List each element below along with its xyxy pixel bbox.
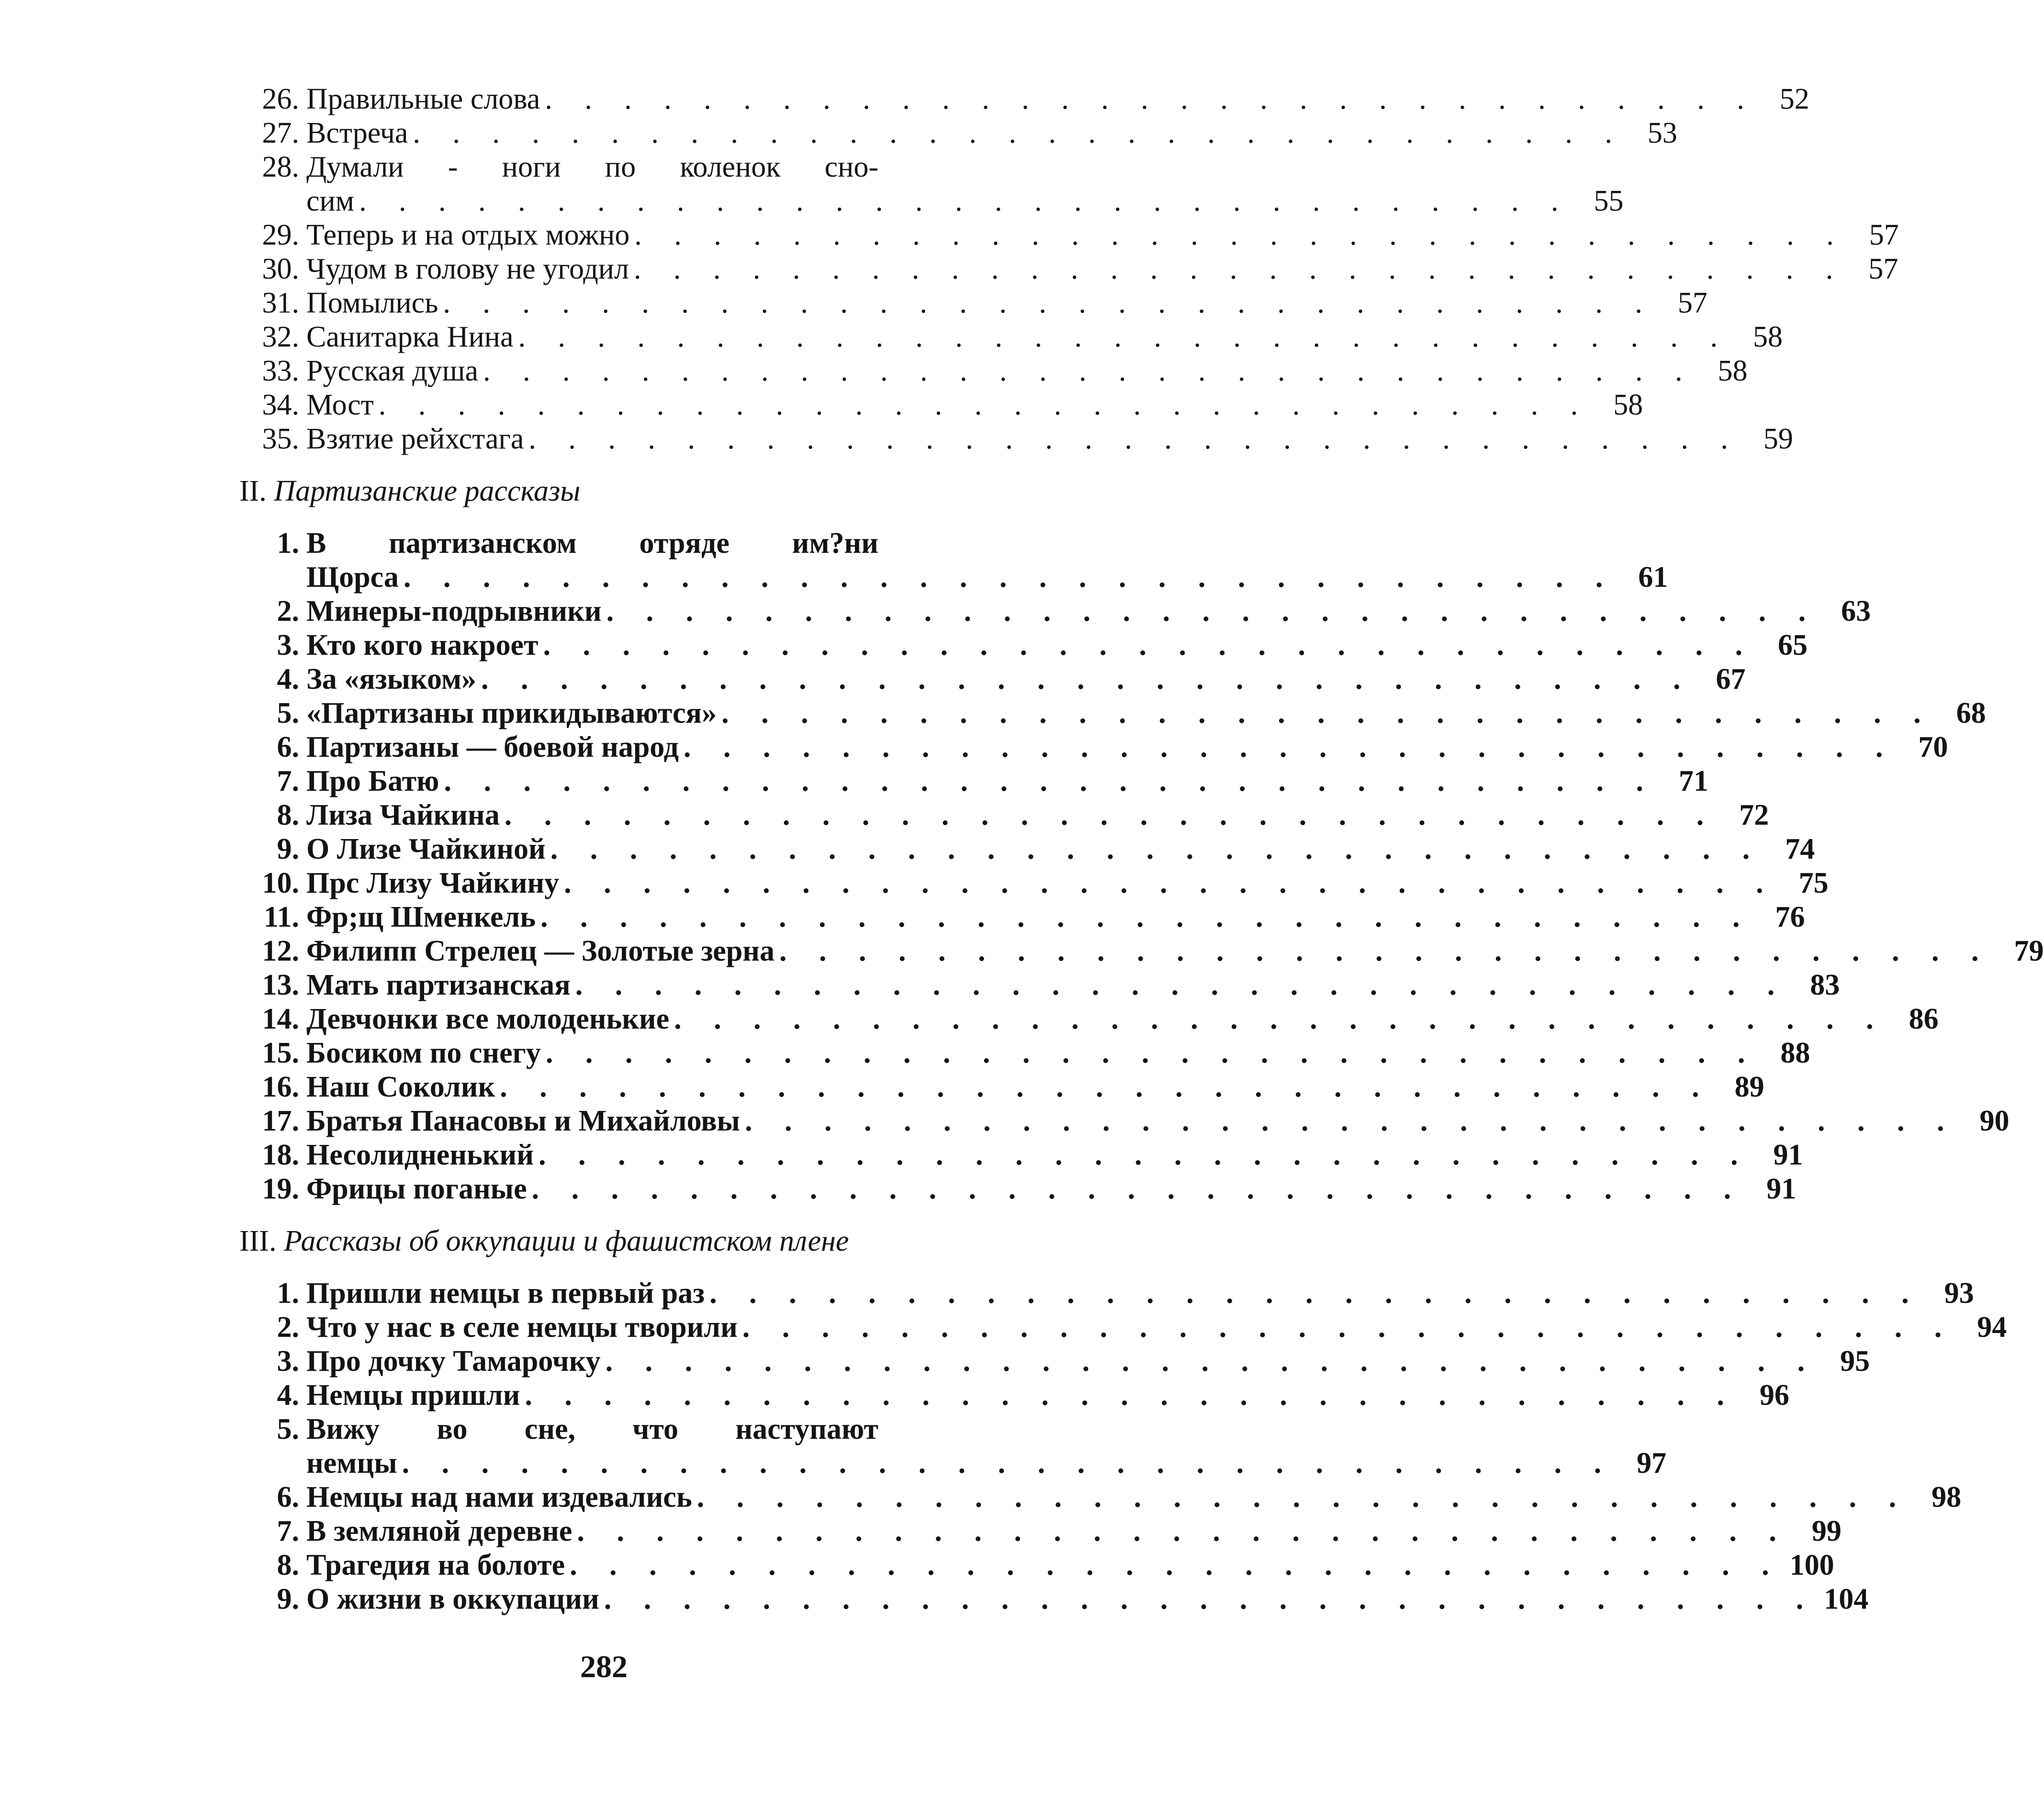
entry-number: 2. xyxy=(277,1311,299,1344)
entry-title-continuation: Щорса xyxy=(306,561,399,594)
entry-page-number: 94 xyxy=(1977,1311,2007,1344)
dot-leader: . . . . . . . . . . . . . . . . . . . . . . . . . . . . . . . xyxy=(779,935,1991,967)
entry-page-number: 52 xyxy=(1779,83,1809,115)
entry-title: Наш Соколик xyxy=(306,1071,495,1103)
dot-leader: . . . . . . . . . . . . . . . . . . . . . . . . . . . . . . . xyxy=(575,969,1787,1001)
entry-title: Минеры-подрывники xyxy=(306,595,602,627)
entry-number: 35. xyxy=(262,423,299,455)
entry-number: 2. xyxy=(277,595,299,627)
toc-entry xyxy=(239,1138,1803,1172)
toc-entry xyxy=(239,968,1840,1002)
entry-title: Братья Панасовы и Михайловы xyxy=(306,1105,740,1137)
entry-page-number: 58 xyxy=(1613,389,1643,421)
toc-entry xyxy=(239,1582,1869,1616)
entry-page-number: 88 xyxy=(1780,1037,1810,1069)
dot-leader: . . . . . . . . . . . . . . . . . . . . . . . . . . . . . . . xyxy=(378,389,1591,421)
section-entries xyxy=(239,1277,2007,1616)
entry-title: Мост xyxy=(306,389,374,421)
entry-page-number: 79 xyxy=(2014,935,2044,967)
toc-entry xyxy=(239,832,1815,866)
dot-leader: . . . . . . . . . . . . . . . . . . . . . . . . . . . . . . . xyxy=(721,697,1933,729)
entry-title: Про дочку Тамарочку xyxy=(306,1345,601,1378)
toc-entry xyxy=(239,764,1708,798)
toc-entry xyxy=(239,730,1948,764)
toc-entry xyxy=(239,1070,1764,1104)
toc-entry xyxy=(239,1172,1797,1206)
entry-title: Немцы пришли xyxy=(306,1379,520,1412)
toc-entry xyxy=(239,1036,1810,1070)
dot-leader: . . . . . . . . . . . . . . . . . . . . . . . . . . . . . . . xyxy=(742,1311,1954,1344)
toc-entry xyxy=(239,934,2044,968)
entry-title: Чудом в голову не угодил xyxy=(306,253,629,285)
toc-entry xyxy=(239,662,1746,696)
entry-number: 14. xyxy=(262,1003,299,1035)
entry-title: Босиком по снегу xyxy=(306,1037,541,1069)
table-of-contents xyxy=(239,82,2044,1616)
dot-leader: . . . . . . . . . . . . . . . . . . . . . . . . . . . . . . . xyxy=(528,423,1741,455)
dot-leader: . . . . . . . . . . . . . . . . . . . . . . . . . . . . . . . xyxy=(543,629,1755,661)
entry-title: Лиза Чайкина xyxy=(306,799,500,831)
entry-page-number: 58 xyxy=(1718,355,1748,387)
toc-entry xyxy=(239,1412,1667,1480)
toc-entry xyxy=(239,1378,1789,1412)
dot-leader: . . . . . . . . . . . . . . . . . . . . . . . . . . . . . . . xyxy=(683,731,1896,763)
entry-number: 18. xyxy=(262,1139,299,1171)
entry-number: 5. xyxy=(277,1413,299,1445)
entry-title: Санитарка Нина xyxy=(306,321,514,353)
entry-page-number: 57 xyxy=(1869,219,1899,251)
entry-number: 4. xyxy=(277,1379,299,1412)
entry-page-number: 63 xyxy=(1841,595,1871,627)
toc-entry xyxy=(239,798,1769,832)
entry-number: 27. xyxy=(262,117,299,149)
entry-page-number: 59 xyxy=(1763,423,1793,455)
section-title: Рассказы об оккупации и фашистском плене xyxy=(283,1225,849,1257)
dot-leader: . . . . . . . . . . . . . . . . . . . . . . . . . . . . . . . xyxy=(518,321,1730,353)
entry-title: Помылись xyxy=(306,287,438,319)
toc-entry xyxy=(239,1480,1962,1514)
toc-entry xyxy=(239,1002,1939,1036)
dot-leader: . . . . . . . . . . . . . . . . . . . . . . . . . . . . . . . xyxy=(359,185,1571,217)
entry-title: Встреча xyxy=(306,117,408,149)
entry-title: За «языком» xyxy=(306,663,477,695)
entry-page-number: 86 xyxy=(1909,1003,1939,1035)
entry-number: 8. xyxy=(277,1549,299,1581)
toc-entry xyxy=(239,1344,1870,1378)
entry-title: Что у нас в селе немцы творили xyxy=(306,1311,738,1344)
dot-leader: . . . . . . . . . . . . . . . . . . . . . . . . . . . . . . . xyxy=(531,1173,1744,1205)
dot-leader: . . . . . . . . . . . . . . . . . . . . . . . . . . . . . . . xyxy=(696,1481,1909,1513)
entry-page-number: 91 xyxy=(1773,1139,1803,1171)
entry-page-number: 67 xyxy=(1716,663,1746,695)
entry-page-number: 83 xyxy=(1810,969,1840,1001)
entry-title-continuation: сим xyxy=(306,185,354,217)
entry-title: Девчонки все молоденькие xyxy=(306,1003,670,1035)
toc-entry xyxy=(239,527,1668,594)
page-number: 282 xyxy=(580,1649,628,1684)
dot-leader: . . . . . . . . . . . . . . . . . . . . . . . . . . . . . . . xyxy=(483,355,1695,387)
toc-entry xyxy=(239,1104,2010,1138)
entry-title: Думали - ноги по коленок сно- xyxy=(306,151,878,183)
entry-title: Прс Лизу Чайкину xyxy=(306,867,560,899)
section-entries xyxy=(239,527,2044,1206)
entry-number: 6. xyxy=(277,1481,299,1513)
entry-title: «Партизаны прикидываются» xyxy=(306,697,717,729)
toc-entry xyxy=(239,150,1624,218)
entry-title: В партизанском отряде им?ни xyxy=(306,527,878,560)
entry-page-number: 97 xyxy=(1637,1447,1667,1479)
dot-leader: . . . . . . . . . . . . . . . . . . . . . . . . . . . . . . . xyxy=(633,253,1846,285)
toc-entry xyxy=(239,1277,1974,1311)
entry-number: 33. xyxy=(262,355,299,387)
toc-entry xyxy=(239,866,1829,900)
toc-entry xyxy=(239,696,1986,730)
entry-page-number: 71 xyxy=(1678,765,1708,797)
entry-title: О Лизе Чайкиной xyxy=(306,833,546,865)
dot-leader: . . . . . . . . . . . . . . . . . . . . . . . . . . . . . . . xyxy=(604,1583,1816,1615)
entry-number: 1. xyxy=(277,527,299,560)
dot-leader: . . . . . . . . . . . . . . . . . . . . . . . . . . . . . . . xyxy=(570,1549,1782,1581)
entry-title: Филипп Стрелец — Золотые зерна xyxy=(306,935,775,967)
entry-number: 3. xyxy=(277,1345,299,1378)
entry-number: 15. xyxy=(262,1037,299,1069)
dot-leader: . . . . . . . . . . . . . . . . . . . . . . . . . . . . . . . xyxy=(403,561,1616,594)
entry-number: 16. xyxy=(262,1071,299,1103)
section-entries xyxy=(239,82,1899,456)
entry-number: 17. xyxy=(262,1105,299,1137)
dot-leader: . . . . . . . . . . . . . . . . . . . . . . . . . . . . . . . xyxy=(744,1105,1957,1137)
toc-entry xyxy=(239,900,1805,934)
dot-leader: . . . . . . . . . . . . . . . . . . . . . . . . . . . . . . . xyxy=(545,1037,1758,1069)
dot-leader: . . . . . . . . . . . . . . . . . . . . . . . . . . . . . . . xyxy=(606,595,1819,627)
dot-leader: . . . . . . . . . . . . . . . . . . . . . . . . . . . . . . . xyxy=(634,219,1846,251)
entry-page-number: 91 xyxy=(1766,1173,1797,1205)
entry-number: 34. xyxy=(262,389,299,421)
entry-number: 29. xyxy=(262,219,299,251)
toc-entry xyxy=(239,422,1793,456)
dot-leader: . . . . . . . . . . . . . . . . . . . . . . . . . . . . . . . xyxy=(550,833,1763,865)
toc-entry xyxy=(239,82,1809,116)
dot-leader: . . . . . . . . . . . . . . . . . . . . . . . . . . . . . . . xyxy=(577,1515,1789,1547)
entry-title: О жизни в оккупации xyxy=(306,1583,599,1615)
dot-leader: . . . . . . . . . . . . . . . . . . . . . . . . . . . . . . . xyxy=(525,1379,1737,1412)
entry-number: 31. xyxy=(262,287,299,319)
entry-number: 7. xyxy=(277,1515,299,1547)
entry-title: В земляной деревне xyxy=(306,1515,573,1547)
dot-leader: . . . . . . . . . . . . . . . . . . . . . . . . . . . . . . . xyxy=(540,901,1752,933)
toc-entry xyxy=(239,1548,1834,1582)
entry-page-number: 104 xyxy=(1824,1583,1869,1615)
dot-leader: . . . . . . . . . . . . . . . . . . . . . . . . . . . . . . . xyxy=(539,1139,1751,1171)
entry-page-number: 75 xyxy=(1798,867,1829,899)
entry-title: Фрицы поганые xyxy=(306,1173,527,1205)
entry-number: 9. xyxy=(277,1583,299,1615)
dot-leader: . . . . . . . . . . . . . . . . . . . . . . . . . . . . . . . xyxy=(413,117,1625,149)
entry-number: 7. xyxy=(277,765,299,797)
dot-leader: . . . . . . . . . . . . . . . . . . . . . . . . . . . . . . . xyxy=(443,287,1655,319)
entry-page-number: 89 xyxy=(1734,1071,1764,1103)
dot-leader: . . . . . . . . . . . . . . . . . . . . . . . . . . . . . . . xyxy=(402,1447,1614,1479)
entry-page-number: 65 xyxy=(1777,629,1808,661)
toc-entry xyxy=(239,594,1871,628)
entry-number: 30. xyxy=(262,253,299,285)
entry-title: Вижу во сне, что наступают xyxy=(306,1413,878,1445)
entry-page-number: 58 xyxy=(1752,321,1783,353)
entry-title: Несолидненький xyxy=(306,1139,534,1171)
entry-number: 13. xyxy=(262,969,299,1001)
entry-title: Партизаны — боевой народ xyxy=(306,731,679,763)
dot-leader: . . . . . . . . . . . . . . . . . . . . . . . . . . . . . . . xyxy=(564,867,1776,899)
entry-title: Пришли немцы в первый раз xyxy=(306,1277,705,1310)
toc-entry xyxy=(239,628,1808,662)
toc-entry xyxy=(239,1311,2007,1344)
section-roman-numeral: II. xyxy=(239,475,267,507)
entry-number: 6. xyxy=(277,731,299,763)
dot-leader: . . . . . . . . . . . . . . . . . . . . . . . . . . . . . . . xyxy=(504,799,1717,831)
section-roman-numeral: III. xyxy=(239,1225,277,1257)
entry-page-number: 57 xyxy=(1677,287,1707,319)
entry-page-number: 100 xyxy=(1789,1549,1834,1581)
entry-number: 28. xyxy=(262,151,299,183)
entry-number: 8. xyxy=(277,799,299,831)
entry-page-number: 76 xyxy=(1775,901,1805,933)
entry-number: 32. xyxy=(262,321,299,353)
entry-page-number: 55 xyxy=(1594,185,1624,217)
entry-title-continuation: немцы xyxy=(306,1447,397,1479)
entry-page-number: 93 xyxy=(1944,1277,1974,1310)
entry-title: Фр;щ Шменкель xyxy=(306,901,536,933)
entry-number: 5. xyxy=(277,697,299,729)
dot-leader: . . . . . . . . . . . . . . . . . . . . . . . . . . . . . . . xyxy=(709,1277,1921,1310)
entry-number: 10. xyxy=(262,867,299,899)
entry-number: 1. xyxy=(277,1277,299,1310)
entry-page-number: 98 xyxy=(1932,1481,1962,1513)
toc-entry xyxy=(239,354,1748,388)
entry-page-number: 74 xyxy=(1785,833,1815,865)
entry-page-number: 57 xyxy=(1868,253,1898,285)
section-heading xyxy=(239,1224,972,1258)
entry-number: 12. xyxy=(262,935,299,967)
toc-entry xyxy=(239,218,1899,252)
toc-entry xyxy=(239,320,1783,354)
entry-title: Теперь и на отдых можно xyxy=(306,219,630,251)
toc-entry xyxy=(239,116,1677,150)
entry-page-number: 96 xyxy=(1759,1379,1789,1412)
entry-title: Про Батю xyxy=(306,765,439,797)
entry-title: Русская душа xyxy=(306,355,479,387)
entry-title: Трагедия на болоте xyxy=(306,1549,565,1581)
entry-page-number: 99 xyxy=(1811,1515,1842,1547)
entry-title: Мать партизанская xyxy=(306,969,571,1001)
entry-number: 3. xyxy=(277,629,299,661)
dot-leader: . . . . . . . . . . . . . . . . . . . . . . . . . . . . . . . xyxy=(674,1003,1886,1035)
entry-page-number: 72 xyxy=(1739,799,1769,831)
dot-leader: . . . . . . . . . . . . . . . . . . . . . . . . . . . . . . . xyxy=(545,83,1757,115)
dot-leader: . . . . . . . . . . . . . . . . . . . . . . . . . . . . . . . xyxy=(481,663,1693,695)
entry-number: 26. xyxy=(262,83,299,115)
entry-page-number: 95 xyxy=(1840,1345,1870,1378)
entry-page-number: 70 xyxy=(1918,731,1948,763)
section-title: Партизанские рассказы xyxy=(274,475,581,507)
entry-page-number: 68 xyxy=(1956,697,1986,729)
toc-entry xyxy=(239,388,1643,422)
entry-title: Немцы над нами издевались xyxy=(306,1481,692,1513)
entry-number: 9. xyxy=(277,833,299,865)
entry-title: Кто кого накроет xyxy=(306,629,539,661)
entry-page-number: 90 xyxy=(1979,1105,2010,1137)
dot-leader: . . . . . . . . . . . . . . . . . . . . . . . . . . . . . . . xyxy=(500,1071,1712,1103)
dot-leader: . . . . . . . . . . . . . . . . . . . . . . . . . . . . . . . xyxy=(605,1345,1818,1378)
toc-entry xyxy=(239,286,1707,320)
entry-title: Правильные слова xyxy=(306,83,540,115)
entry-number: 11. xyxy=(263,901,299,933)
entry-number: 4. xyxy=(277,663,299,695)
entry-title: Взятие рейхстага xyxy=(306,423,524,455)
dot-leader: . . . . . . . . . . . . . . . . . . . . . . . . . . . . . . . xyxy=(444,765,1656,797)
entry-page-number: 53 xyxy=(1647,117,1677,149)
toc-entry xyxy=(239,252,1898,286)
section-heading xyxy=(239,474,972,508)
entry-number: 19. xyxy=(262,1173,299,1205)
entry-page-number: 61 xyxy=(1638,561,1668,594)
toc-entry xyxy=(239,1514,1842,1548)
